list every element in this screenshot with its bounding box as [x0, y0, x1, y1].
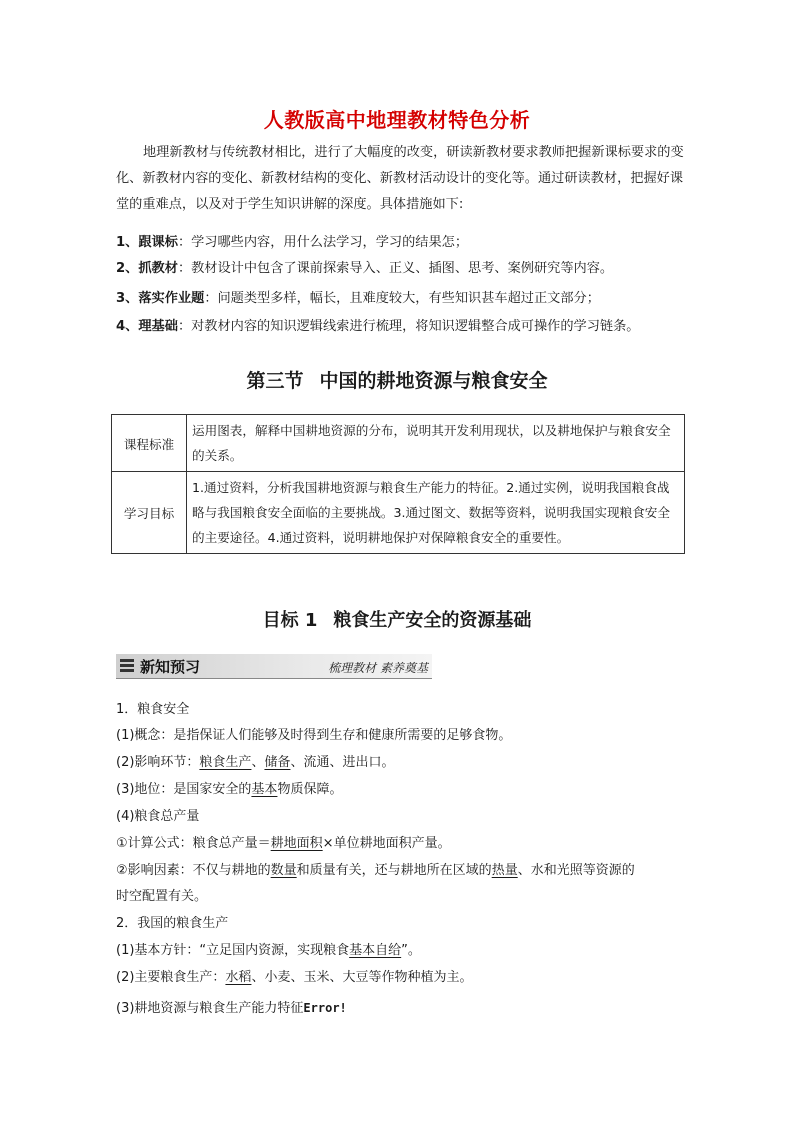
measure-label: 2、抓教材 — [116, 261, 178, 276]
status-line: (3)地位：是国家安全的基本物质保障。 — [116, 782, 343, 797]
error-text: Error! — [303, 1001, 347, 1015]
factor-line: ②影响因素：不仅与耕地的数量和质量有关，还与耕地所在区域的热量、水和光照等资源的 — [116, 863, 635, 878]
answer-blank: 基本自给 — [349, 943, 402, 958]
banner-label: 新知预习 — [140, 658, 201, 676]
measure-item — [116, 314, 696, 340]
standards-table — [111, 414, 685, 554]
document-title: 人教版高中地理教材特色分析 — [263, 108, 531, 132]
answer-blank: 粮食生产 — [199, 755, 252, 770]
measure-item — [116, 256, 696, 282]
goal-title — [0, 606, 794, 632]
table-row — [112, 415, 685, 472]
answer-blank: 耕地面积 — [270, 836, 323, 851]
goal-name: 粮食生产安全的资源基础 — [333, 610, 532, 631]
preview-banner — [116, 654, 432, 679]
measure-text: ：学习哪些内容，用什么法学习，学习的结果怎； — [177, 235, 469, 250]
measure-text: ：问题类型多样，幅长，且难度较大，有些知识甚车超过正文部分； — [204, 291, 600, 306]
section-name: 中国的耕地资源与粮食安全 — [319, 370, 548, 392]
measure-label: 4、理基础 — [116, 319, 178, 334]
measure-label: 3、落实作业题 — [116, 291, 205, 306]
measure-label: 1、跟课标 — [116, 235, 178, 250]
crops-line: (2)主要粮食生产：水稻、小麦、玉米、大豆等作物种植为主。 — [116, 970, 473, 985]
table-row — [112, 472, 685, 554]
measure-item — [116, 230, 696, 256]
row-content: 运用图表，解释中国耕地资源的分布，说明其开发利用现状，以及耕地保护与粮食安全的关系。 — [187, 415, 685, 472]
measure-text: ：教材设计中包含了课前探索导入、正义、插图、思考、案例研究等内容。 — [177, 261, 614, 276]
list-icon — [120, 659, 134, 673]
answer-blank: 水稻 — [225, 970, 252, 985]
measure-item — [116, 286, 696, 312]
formula-line: ①计算公式：粮食总产量＝耕地面积×单位耕地面积产量。 — [116, 836, 451, 851]
banner-subtitle: 梳理教材 素养奠基 — [328, 661, 428, 675]
row-header: 学习目标 — [112, 472, 187, 554]
total-output-heading: (4)粮食总产量 — [116, 809, 200, 824]
row-header: 课程标准 — [112, 415, 187, 472]
policy-line: (1)基本方针：“立足国内资源，实现粮食基本自给”。 — [116, 943, 421, 958]
section-number: 第三节 — [246, 370, 304, 392]
answer-blank: 基本 — [251, 782, 278, 797]
row-content: 1.通过资料，分析我国耕地资源与粮食生产能力的特征。2.通过实例，说明我国粮食战略与我国粮食安全面临的主要挑战。3.通过图文、数据等资料，说明我国实现粮食安全的主要途径。4.通过资料，说明耕地保护对保障粮食安全的重要性。 — [187, 472, 685, 554]
goal-number: 目标 1 — [262, 610, 318, 631]
answer-blank: 热量 — [491, 863, 518, 878]
heading-food-security: 1．粮食安全 — [116, 702, 190, 717]
links-line: (2)影响环节：粮食生产、储备、流通、进出口。 — [116, 755, 395, 770]
answer-blank: 数量 — [270, 863, 297, 878]
factor-line-2: 时空配置有关。 — [116, 889, 208, 904]
measure-text: ：对教材内容的知识逻辑线索进行梳理，将知识逻辑整合成可操作的学习链条。 — [177, 319, 640, 334]
concept-line: (1)概念：是指保证人们能够及时得到生存和健康所需要的足够食物。 — [116, 728, 512, 743]
heading-grain-production: 2．我国的粮食生产 — [116, 916, 229, 931]
answer-blank: 储备 — [264, 755, 291, 770]
feature-line: (3)耕地资源与粮食生产能力特征Error! — [116, 1001, 347, 1016]
intro-paragraph: 地理新教材与传统教材相比，进行了大幅度的改变，研读新教材要求教师把握新课标要求的变化、新教材内容的变化、新教材结构的变化、新教材活动设计的变化等。通过研读教材，把握好课堂的重难点，以及对于学生知识讲解的深度。具体措施如下: — [116, 145, 684, 212]
section-title — [0, 366, 794, 393]
